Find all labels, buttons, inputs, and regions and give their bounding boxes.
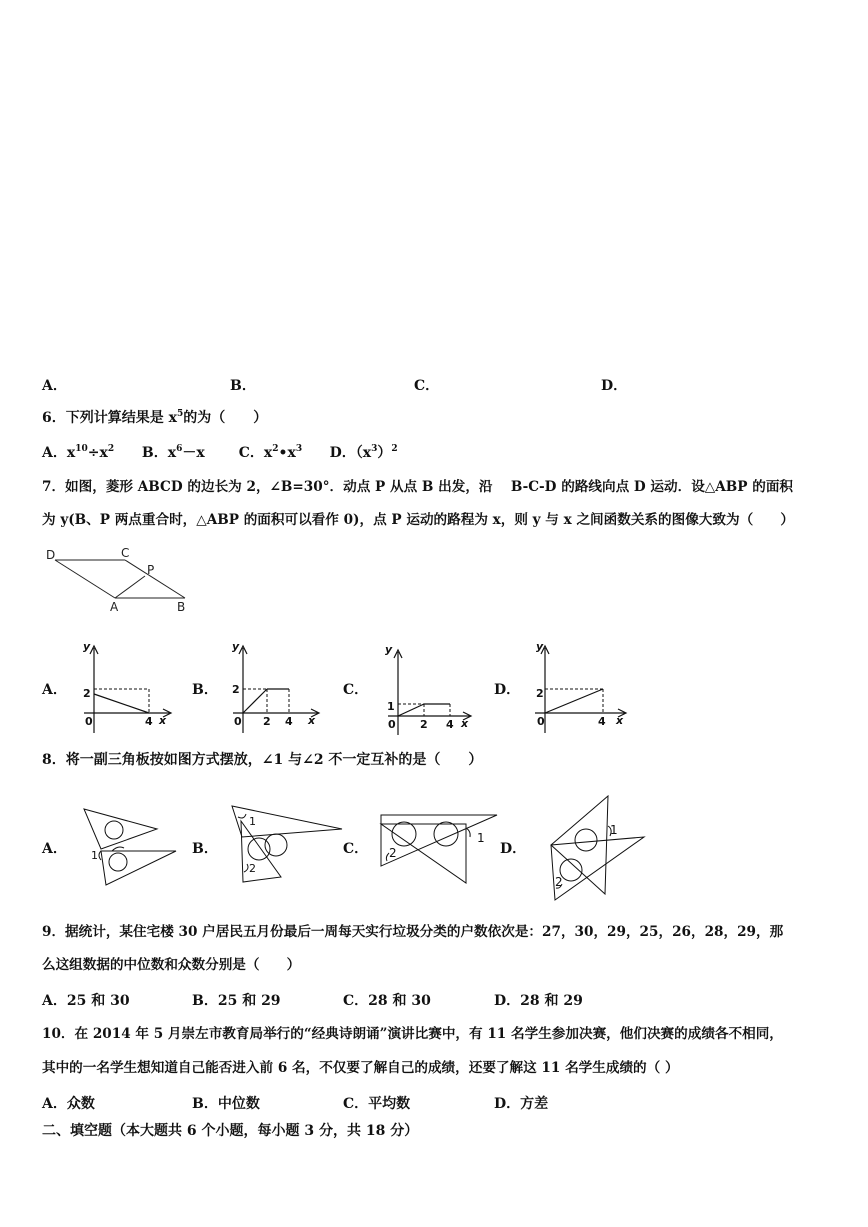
q10-stem-line1: 10．在 2014 年 5 月崇左市教育局举行的“经典诗朗诵”演讲比赛中，有 11 名学生参加决赛，他们决赛的成绩各不相同， bbox=[42, 1026, 783, 1042]
q10-option-a: A．众数 bbox=[42, 1096, 95, 1112]
q8-option-a: A． bbox=[42, 841, 67, 857]
q8-b-angle-2: 2 bbox=[249, 862, 256, 875]
q6-stem-suffix: 的为（ ） bbox=[183, 410, 268, 426]
q5-option-d: D． bbox=[601, 378, 628, 394]
q7-graph-a bbox=[83, 640, 171, 733]
q7-graph-c-origin: 0 bbox=[388, 718, 396, 731]
q6-option-b: B．$x^6-x$ bbox=[141, 444, 205, 461]
q7-option-a: A． bbox=[42, 682, 67, 698]
q8-a-angle-1: 1 bbox=[91, 849, 98, 862]
q6-stem bbox=[42, 408, 267, 428]
q7-graph-a-four: 4 bbox=[145, 715, 153, 728]
q7-label-a: A bbox=[110, 600, 119, 614]
q7-graph-b-x-label: x bbox=[308, 714, 316, 727]
q7-graph-b bbox=[232, 640, 319, 733]
q7-stem-line1: 7．如图，菱形 ABCD 的边长为 2，∠B=30°．动点 P 从点 B 出发，沿 B-C-D 的路线向点 D 运动．设△ABP 的面积 bbox=[42, 479, 794, 495]
q7-graph-a-y-label: y bbox=[83, 640, 91, 653]
q7-graph-b-y-label: y bbox=[232, 640, 240, 653]
q7-label-b: B bbox=[177, 600, 186, 614]
q7-option-b: B． bbox=[192, 682, 218, 698]
q6-option-a: A．$x^{10}\div x^2$ bbox=[42, 444, 115, 461]
q8-b-angle-1: 1 bbox=[249, 815, 256, 828]
q7-graph-d-y-label: y bbox=[536, 640, 544, 653]
q7-stem-line2: 为 y(B、P 两点重合时，△ABP 的面积可以看作 0)，点 P 运动的路程为 x，则 y 与 x 之间函数关系的图像大致为（ ） bbox=[42, 512, 794, 528]
q9-stem-line2: 么这组数据的中位数和众数分别是（ ） bbox=[42, 957, 301, 973]
q8-figure-a bbox=[84, 809, 176, 885]
q7-graph-b-four: 4 bbox=[285, 715, 293, 728]
q8-option-b: B． bbox=[192, 841, 218, 857]
q7-label-c: C bbox=[121, 546, 130, 560]
q7-graph-b-origin: 0 bbox=[234, 715, 242, 728]
q5-option-c: C． bbox=[414, 378, 440, 394]
q9-option-b: B．25 和 29 bbox=[192, 993, 281, 1009]
q6-stem-prefix: 6．下列计算结果是 x bbox=[42, 410, 177, 426]
q7-graph-c-one: 1 bbox=[387, 700, 395, 713]
q7-graph-c-x-label: x bbox=[461, 717, 469, 730]
q10-stem-line2: 其中的一名学生想知道自己能否进入前 6 名，不仅要了解自己的成绩，还要了解这 11 名学生成绩的（ ） bbox=[42, 1060, 679, 1076]
q8-d-angle-2: 2 bbox=[555, 875, 563, 889]
q8-stem: 8．将一副三角板按如图方式摆放，∠1 与∠2 不一定互补的是（ ） bbox=[42, 752, 483, 768]
q6-stem-sup: 5 bbox=[176, 409, 184, 419]
q7-label-p: P bbox=[147, 563, 155, 577]
q6-option-d: D．$(x^3)^2$ bbox=[329, 444, 398, 461]
q10-option-c: C．平均数 bbox=[343, 1096, 411, 1112]
q7-graph-d-two: 2 bbox=[536, 687, 544, 700]
q8-c-angle-1: 1 bbox=[477, 831, 485, 845]
q7-graph-c bbox=[385, 643, 471, 735]
q6-options bbox=[42, 443, 398, 463]
q8-c-angle-2: 2 bbox=[389, 846, 397, 860]
q7-graph-a-x-label: x bbox=[159, 714, 167, 727]
q9-stem-line1: 9．据统计，某住宅楼 30 户居民五月份最后一周每天实行垃圾分类的户数依次是：27，30，29，25，26，28，29，那 bbox=[42, 924, 784, 940]
q7-graph-d-four: 4 bbox=[598, 715, 606, 728]
section-2-heading: 二、填空题（本大题共 6 个小题，每小题 3 分，共 18 分） bbox=[42, 1123, 419, 1139]
q6-option-c: C．$x^2•x^3$ bbox=[238, 444, 303, 461]
q7-option-d: D． bbox=[494, 682, 521, 698]
q8-figure-c bbox=[381, 815, 497, 883]
q7-graph-d bbox=[535, 640, 626, 733]
q9-option-d: D．28 和 29 bbox=[494, 993, 583, 1009]
q10-option-b: B．中位数 bbox=[192, 1096, 260, 1112]
q7-option-c: C． bbox=[343, 682, 369, 698]
q8-figure-d bbox=[551, 796, 644, 900]
q7-graph-b-two: 2 bbox=[232, 683, 240, 696]
q7-graph-d-origin: 0 bbox=[537, 715, 545, 728]
q8-option-d: D． bbox=[500, 841, 527, 857]
q7-graph-c-y-label: y bbox=[385, 643, 393, 656]
q8-figure-b bbox=[232, 806, 342, 882]
q7-label-d: D bbox=[46, 548, 56, 562]
q7-graph-c-four: 4 bbox=[446, 718, 454, 731]
q7-graph-d-x-label: x bbox=[616, 714, 624, 727]
q5-option-b: B． bbox=[230, 378, 256, 394]
q5-option-a: A． bbox=[42, 378, 67, 394]
q8-d-angle-1: 1 bbox=[610, 823, 618, 837]
q9-option-c: C．28 和 30 bbox=[343, 993, 431, 1009]
q7-graph-a-two: 2 bbox=[83, 687, 91, 700]
q7-graph-a-origin: 0 bbox=[85, 715, 93, 728]
q7-graph-c-two-x: 2 bbox=[420, 718, 428, 731]
q7-graph-b-two-x: 2 bbox=[263, 715, 271, 728]
q10-option-d: D．方差 bbox=[494, 1096, 549, 1112]
q9-option-a: A．25 和 30 bbox=[42, 993, 130, 1009]
q8-option-c: C． bbox=[343, 841, 369, 857]
